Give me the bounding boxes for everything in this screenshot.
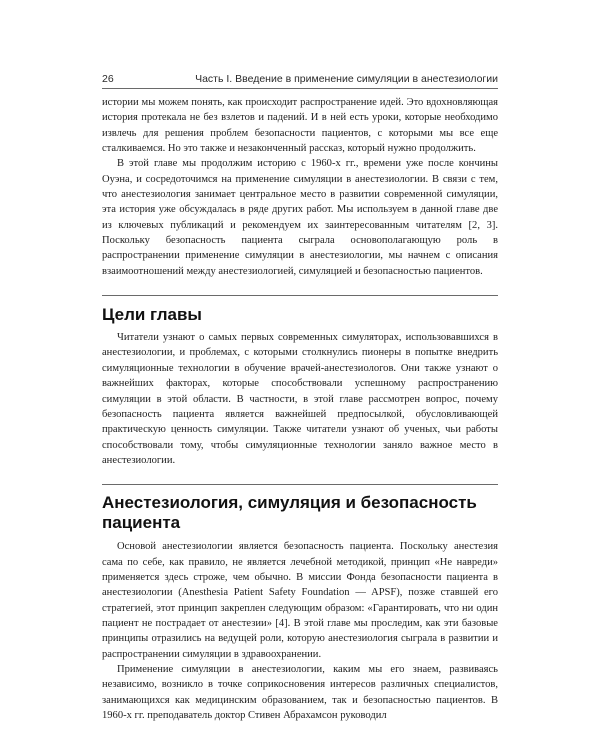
section-heading-anesthesia: Анестезиология, симуляция и безопасность пациента [102,493,477,533]
intro-paragraph-1: истории мы можем понять, как происходит распространение идей. Это вдохновляющая история протекала не без взлетов и падений. И в ней есть уроки, которые необходимо извлечь для решения проблем безопасности пациентов, с которыми мы все еще сталкиваемся. Но это также и незаконченный рассказ, который нужно продолжить. [102,97,498,155]
anesthesia-paragraph-1: Основой анестезиологии является безопасность пациента. Поскольку анестезия сама по себе, как правило, не является лечебной методикой, принцип «Не навреди» применяется здесь строже, чем обычно. В миссии Фонда безопасности пациента в анестезиологии (Anesthesia Patient Safety Foundation — APSF), позже ставшей его стратегией, этот принцип закреплен следующим образом: «Гарантировать, что ни один пациент не пострадает от анестезии» [4]. В этой главе мы проследим, как эти базовые принципы отразились на ведущей роли, которую анестезиология сыграла в развитии и распространении симуляции в здравоохранении. [102,541,498,660]
page-body [102,95,498,723]
page-number: 26 [102,73,114,85]
section-divider [102,484,498,485]
running-title: Часть I. Введение в применение симуляции в анестезиологии [195,73,498,85]
section-divider [102,295,498,296]
goals-paragraph: Читатели узнают о самых первых современных симуляторах, использовавшихся в анестезиологии, и проблемах, с которыми столкнулись пионеры в попытке внедрить симуляционные технологии в обучение врачей-анестезиологов. Они также узнают о важнейших факторах, которые способствовали успешному распространению симуляции в этой области. В частности, в этой главе рассмотрен вопрос, почему безопасность пациента является важнейшей предпосылкой, обусловливающей практическую ценность симуляции. Также читатели узнают об ученых, чьи работы способствовали тому, чтобы симуляционные технологии заняло важное место в анестезиологии. [102,332,498,466]
section-heading-goals: Цели главы [102,305,202,325]
intro-paragraph-2: В этой главе мы продолжим историю с 1960-х гг., времени уже после кончины Оуэна, и сосредоточимся на применение симуляции в анестезиологии. В связи с тем, что анестезиология занимает центральное место в развитии современной симуляции, эта история уже обсуждалась в ряде других работ. Мы используем в данной главе две из ключевых публикаций и рекомендуем их заинтересованным читателям [2, 3]. Поскольку безопасность пациента сыграла основополагающую роль в распространении применение симуляции в анестезиологии, мы начнем с описания взаимоотношений между анестезиологией, симуляцией и безопасностью пациентов. [102,158,498,277]
page-header [102,70,498,90]
header-rule [102,88,498,89]
anesthesia-paragraph-2: Применение симуляции в анестезиологии, каким мы его знаем, развиваясь независимо, возникло в точке соприкосновения интересов различных специалистов, занимающихся как медицинским образованием, так и безопасностью пациентов. В 1960-х гг. преподаватель доктор Стивен Абрахамсон руководил [102,663,498,721]
